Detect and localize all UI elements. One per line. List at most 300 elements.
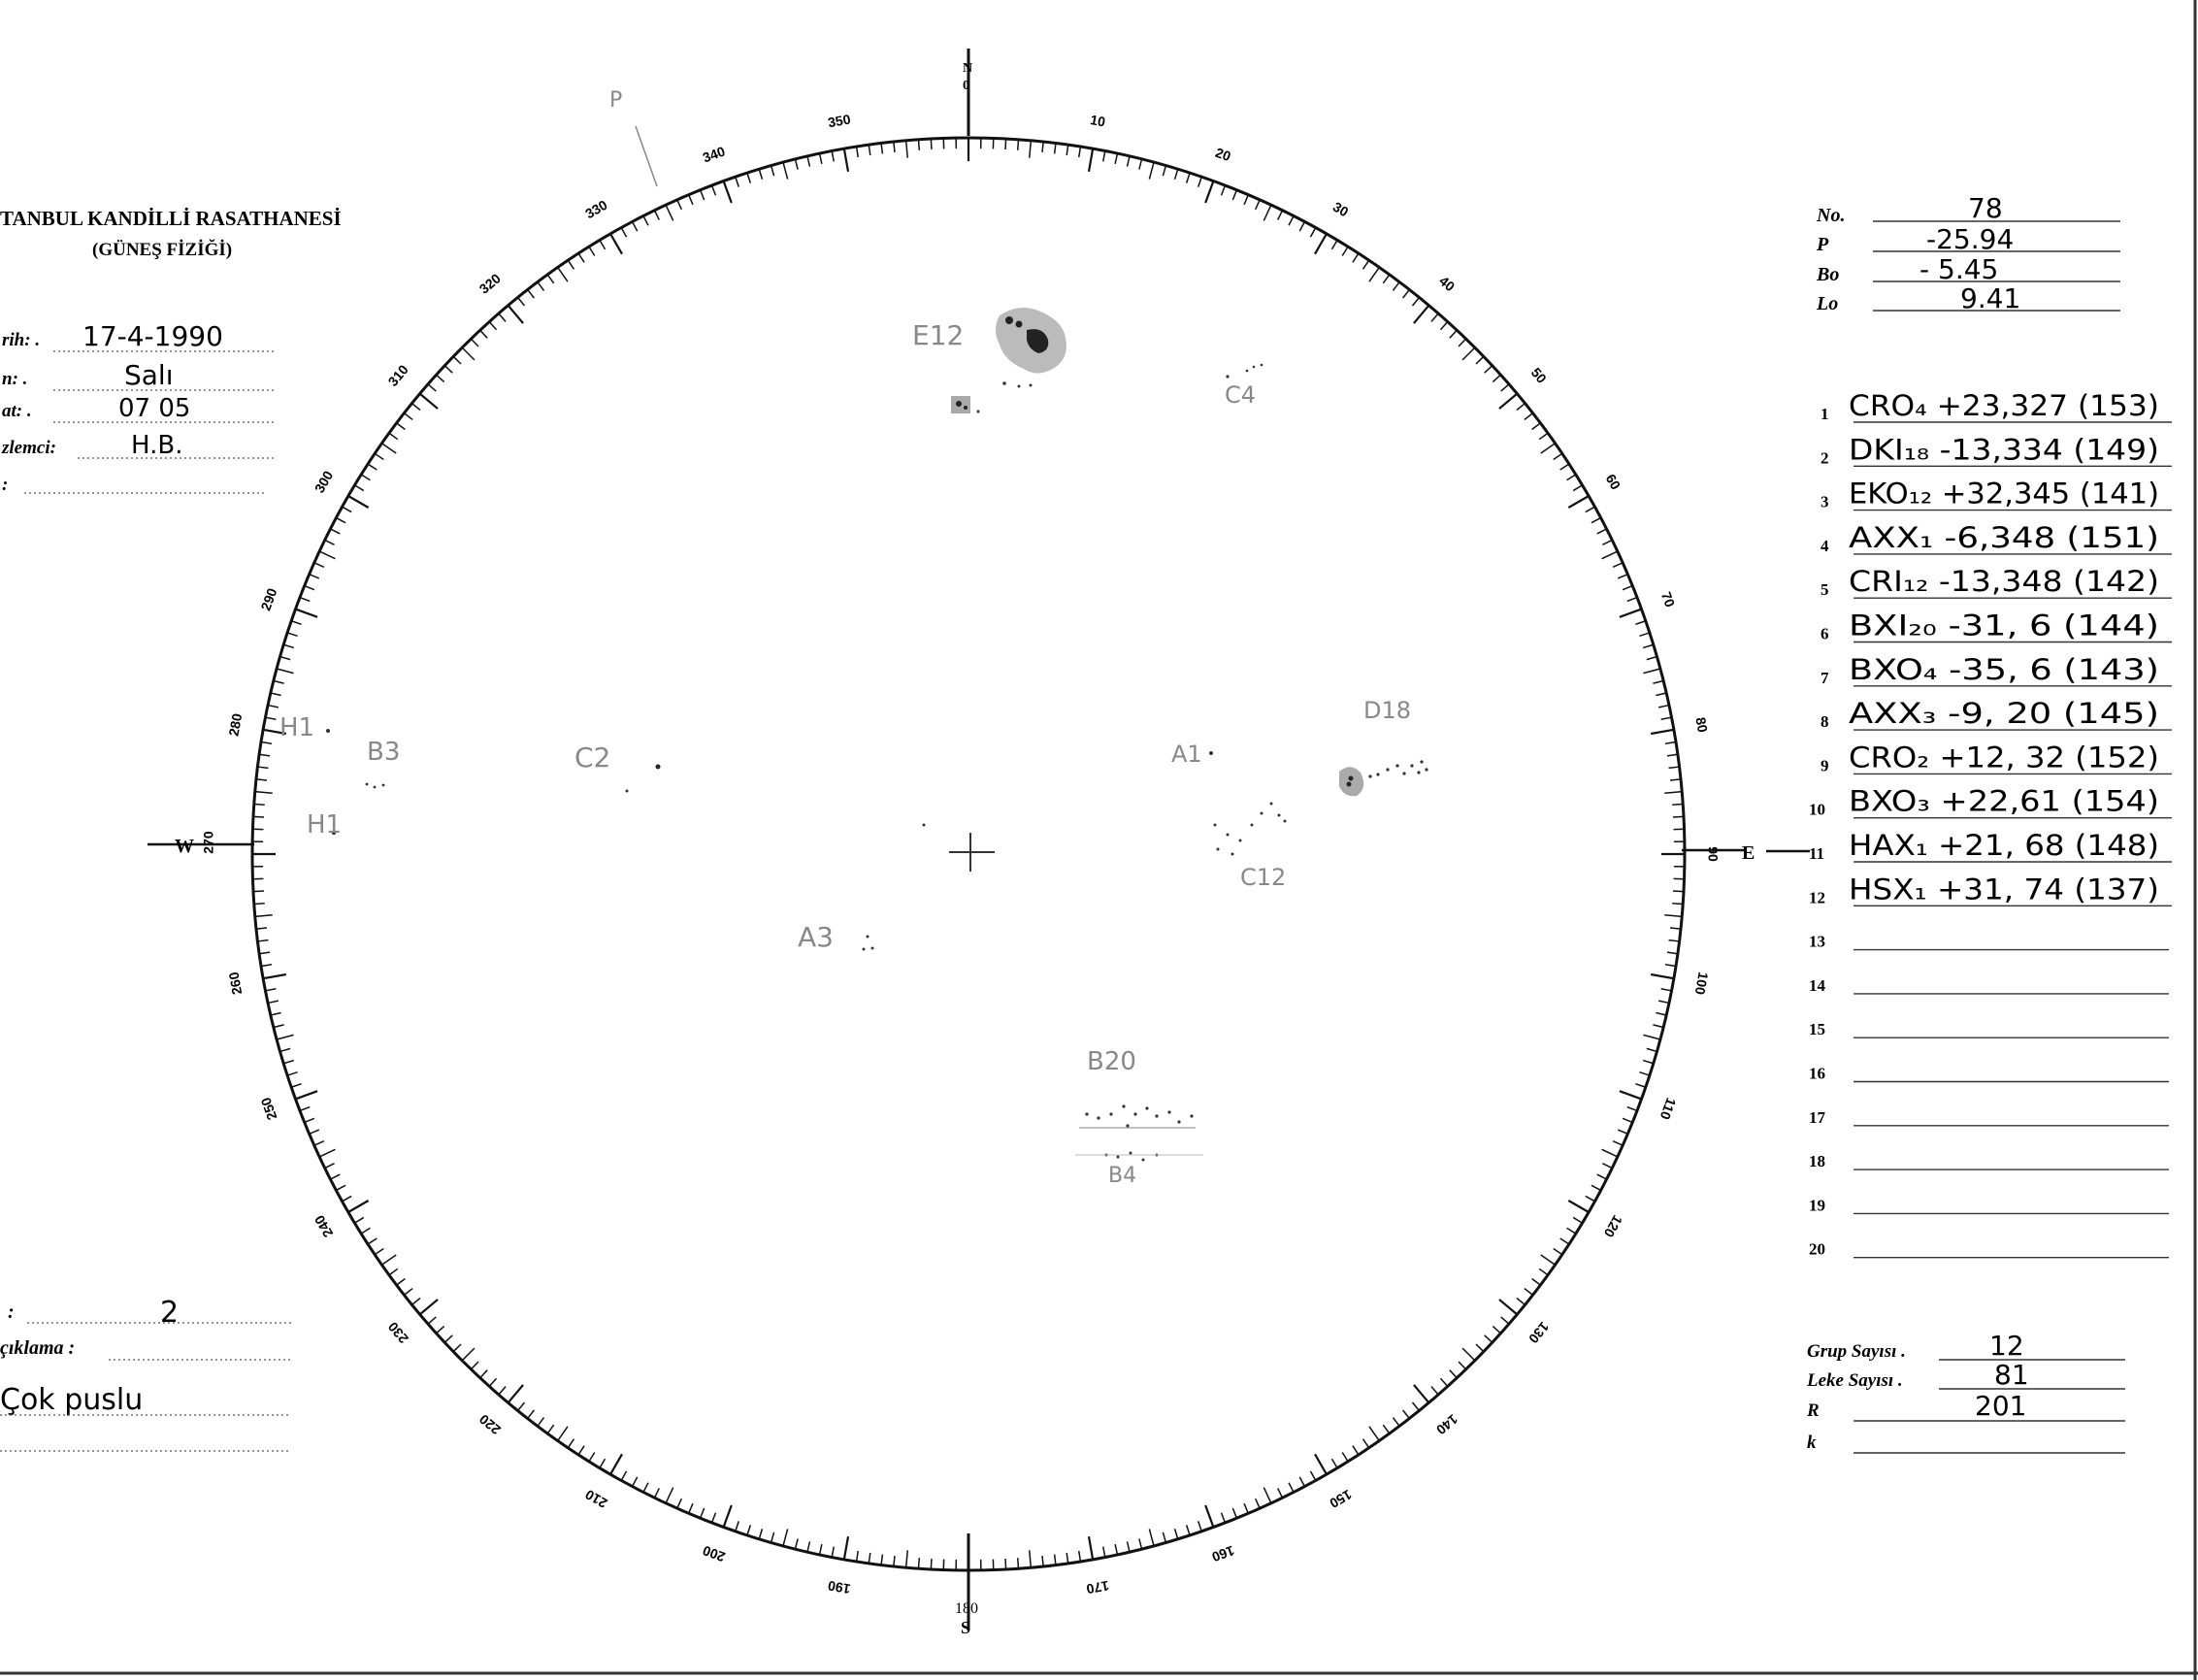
spot-label-c12: C12 [1240, 864, 1287, 891]
degree-tick [330, 529, 340, 534]
left-field-label: : [2, 475, 9, 495]
degree-label: 40 [1436, 273, 1459, 295]
degree-tick [1369, 1427, 1379, 1441]
degree-tick [1383, 275, 1389, 283]
degree-label: 190 [826, 1577, 852, 1598]
degree-tick [600, 1459, 606, 1467]
spot [1214, 824, 1217, 827]
group-row-text: AXX₃ -9, 20 (145) [1849, 697, 2159, 731]
degree-tick [1554, 453, 1562, 459]
degree-tick [633, 221, 638, 231]
degree-tick [666, 1488, 673, 1503]
degree-tick [795, 1538, 798, 1549]
degree-tick [712, 185, 716, 195]
degree-tick [1670, 928, 1681, 929]
degree-tick [1620, 609, 1642, 617]
group-row-text: EKO₁₂ +32,345 (141) [1849, 477, 2159, 511]
degree-tick [499, 1387, 506, 1395]
degree-tick [258, 767, 269, 768]
degree-tick [437, 1326, 444, 1333]
degree-tick [354, 1217, 363, 1223]
degree-tick [1459, 339, 1466, 346]
degree-tick [1310, 228, 1315, 238]
degree-tick [1222, 185, 1226, 195]
degree-tick [354, 485, 363, 491]
group-row-number: 20 [1809, 1239, 1825, 1259]
degree-tick [368, 1238, 377, 1244]
group-row-text: HSX₁ +31, 74 (137) [1849, 873, 2159, 906]
degree-tick [444, 1335, 452, 1343]
degree-tick [621, 228, 626, 238]
group-row-number: 3 [1821, 492, 1829, 511]
degree-tick [558, 267, 568, 281]
degree-tick [1541, 444, 1556, 453]
degree-tick [1315, 234, 1327, 254]
degree-tick [404, 413, 412, 420]
degree-tick [654, 1488, 659, 1498]
degree-tick [274, 1025, 284, 1028]
degree-tick [1363, 1439, 1369, 1448]
degree-tick [1669, 940, 1680, 941]
degree-tick [508, 1385, 523, 1402]
spot [1227, 834, 1230, 837]
degree-tick [1089, 148, 1093, 172]
spot [1246, 370, 1249, 373]
degree-tick [1517, 1299, 1525, 1305]
degree-tick [1310, 1471, 1315, 1481]
degree-tick [1673, 891, 1684, 892]
spot [1239, 840, 1242, 842]
degree-tick [1205, 181, 1213, 204]
pole-label: P [609, 88, 623, 113]
spot [867, 936, 869, 939]
degree-label: 60 [1602, 471, 1624, 493]
degree-tick [881, 144, 882, 154]
spot [1420, 760, 1423, 763]
degree-label: 240 [311, 1212, 337, 1240]
degree-label: 290 [257, 585, 280, 613]
degree-tick [1602, 540, 1612, 544]
degree-tick [259, 952, 270, 954]
spot [871, 947, 874, 950]
degree-tick [1353, 253, 1359, 262]
degree-tick [881, 1555, 882, 1565]
degree-tick [578, 1446, 584, 1455]
degree-tick [1476, 1344, 1484, 1352]
degree-tick [1499, 394, 1517, 409]
degree-tick [1042, 142, 1043, 152]
degree-tick [538, 282, 544, 291]
degree-tick [1018, 1558, 1019, 1568]
degree-label: 170 [1085, 1577, 1111, 1598]
degree-tick [1643, 1035, 1659, 1039]
degree-tick [518, 1402, 525, 1411]
degree-tick [906, 1550, 908, 1567]
no-value: 78 [1968, 192, 2003, 224]
degree-tick [381, 1255, 396, 1265]
degree-tick [1602, 551, 1618, 559]
remarks-label: çıklama : [0, 1337, 76, 1359]
degree-tick [397, 1279, 406, 1286]
spot [326, 729, 330, 733]
degree-tick [283, 1061, 294, 1064]
group-row-number: 8 [1821, 712, 1829, 732]
degree-tick [325, 540, 335, 544]
degree-tick [1573, 485, 1582, 491]
degree-tick [1554, 1249, 1562, 1255]
degree-tick [480, 330, 488, 338]
spot [1278, 814, 1281, 817]
degree-tick [844, 148, 848, 172]
degree-tick [471, 1362, 478, 1369]
north-label: N [963, 61, 973, 76]
group-row-number: 14 [1809, 975, 1825, 995]
degree-tick [589, 247, 595, 255]
degree-tick [277, 1035, 293, 1039]
degree-tick [1440, 322, 1447, 330]
spot-label-b20: B20 [1087, 1047, 1136, 1076]
degree-label-west: 270 [200, 831, 216, 854]
spot [366, 783, 369, 786]
degree-tick [1670, 779, 1681, 780]
degree-label: 50 [1527, 364, 1550, 386]
degree-tick [689, 195, 693, 205]
spot [1261, 364, 1263, 367]
degree-tick [1403, 1410, 1410, 1419]
degree-tick [643, 1483, 648, 1493]
degree-tick [1263, 1488, 1271, 1503]
degree-tick [1363, 260, 1369, 269]
degree-tick [428, 384, 436, 391]
degree-tick [254, 904, 265, 905]
degree-tick [1661, 717, 1672, 719]
degree-tick [1647, 657, 1657, 660]
degree-label: 310 [384, 361, 411, 389]
degree-tick [1635, 621, 1645, 625]
degree-label: 130 [1525, 1319, 1553, 1347]
spot [1209, 751, 1213, 755]
degree-tick [420, 1300, 438, 1314]
group-row-text: AXX₁ -6,348 (151) [1849, 520, 2159, 554]
degree-label: 140 [1433, 1411, 1461, 1438]
degree-tick [1198, 177, 1202, 186]
group-row-number: 15 [1809, 1020, 1825, 1039]
degree-tick [807, 1541, 809, 1552]
group-row-text: CRO₂ +12, 32 (152) [1849, 741, 2159, 774]
degree-tick [1532, 423, 1541, 430]
degree-tick [1163, 1532, 1165, 1543]
p-value: -25.94 [1926, 223, 2015, 255]
degree-tick [832, 1547, 834, 1558]
degree-tick [381, 444, 396, 453]
degree-tick [1278, 211, 1283, 220]
umbra [1005, 316, 1013, 324]
group-row-text: HAX₁ +21, 68 (148) [1849, 829, 2159, 862]
spot [626, 790, 629, 793]
degree-tick [411, 404, 420, 411]
degree-tick [1643, 1061, 1654, 1064]
degree-tick [1602, 1149, 1618, 1157]
degree-tick [1079, 1551, 1081, 1562]
degree-tick [1573, 1217, 1582, 1223]
degree-tick [1289, 1483, 1294, 1493]
degree-tick [1653, 1025, 1663, 1028]
degree-tick [857, 1551, 859, 1562]
degree-tick [1030, 141, 1032, 158]
degree-label: 260 [225, 971, 246, 997]
degree-label: 340 [700, 143, 728, 166]
group-row-text: BXI₂₀ -31, 6 (144) [1849, 609, 2159, 642]
north-zero-label: 0 [963, 79, 969, 93]
bottom-field-value: 2 [160, 1296, 180, 1330]
degree-tick [547, 1425, 553, 1433]
degree-tick [453, 356, 461, 364]
degree-tick [1403, 289, 1410, 298]
degree-tick [759, 169, 762, 180]
degree-tick [1342, 1453, 1348, 1462]
degree-tick [1079, 147, 1081, 157]
degree-tick [1525, 1289, 1533, 1296]
degree-tick [1187, 173, 1190, 182]
group-row-number: 5 [1821, 580, 1829, 600]
degree-tick [1005, 139, 1006, 149]
degree-tick [489, 1378, 496, 1386]
degree-tick [1613, 563, 1623, 567]
degree-tick [437, 375, 444, 381]
degree-label: 330 [582, 196, 610, 222]
degree-tick [1651, 974, 1674, 978]
degree-tick [1115, 153, 1117, 164]
group-row-text: BXO₄ -35, 6 (143) [1849, 652, 2159, 686]
degree-tick [558, 1427, 568, 1441]
group-row-number: 1 [1821, 405, 1829, 423]
degree-tick [1532, 1279, 1541, 1286]
degree-tick [689, 1503, 693, 1513]
degree-tick [1635, 1084, 1645, 1088]
degree-tick [1651, 730, 1674, 734]
spot-count-value: 81 [1994, 1359, 2029, 1391]
remarks-value: Çok puslu [0, 1383, 144, 1417]
degree-tick [1639, 633, 1649, 636]
degree-tick [499, 313, 506, 321]
spot-label-h1-lower: H1 [307, 810, 343, 840]
r-label: R [1807, 1400, 1820, 1421]
spot [1126, 1124, 1129, 1127]
degree-tick [291, 621, 301, 625]
degree-tick [677, 1499, 681, 1508]
spot [374, 786, 377, 789]
degree-tick [1353, 1446, 1359, 1455]
degree-tick [343, 1196, 352, 1201]
east-label: E [1742, 842, 1755, 864]
degree-tick [1620, 1091, 1642, 1099]
degree-tick [724, 1505, 732, 1528]
spot [656, 765, 661, 770]
degree-tick [654, 211, 659, 220]
left-field-label: n: . [2, 369, 28, 389]
spot [863, 948, 866, 951]
degree-tick [1055, 144, 1056, 154]
degree-tick [783, 1529, 788, 1545]
spot [1226, 375, 1229, 378]
degree-label: 300 [311, 468, 337, 496]
degree-tick [1485, 1335, 1493, 1343]
degree-tick [1667, 952, 1678, 954]
degree-label: 160 [1209, 1542, 1237, 1565]
degree-tick [1431, 1387, 1438, 1395]
degree-tick [589, 1453, 595, 1462]
spot-label-d18: D18 [1363, 697, 1412, 724]
department-title: (GÜNEŞ FİZİĞİ) [92, 240, 233, 260]
spot [1117, 1156, 1120, 1159]
penumbra [1339, 767, 1363, 796]
degree-tick [610, 234, 622, 254]
degree-label: 210 [582, 1486, 610, 1512]
spot [1085, 1112, 1088, 1115]
spot [382, 784, 385, 787]
degree-tick [724, 181, 732, 204]
solar-disk [148, 49, 1810, 1637]
spot [1284, 820, 1287, 823]
degree-tick [283, 644, 294, 647]
degree-label: 350 [826, 111, 852, 131]
degree-tick [348, 496, 369, 508]
group-row-number: 4 [1821, 536, 1829, 555]
degree-tick [1597, 1174, 1607, 1179]
degree-tick [508, 306, 523, 323]
spot [1133, 1112, 1136, 1115]
umbra [1016, 321, 1023, 328]
degree-tick [1485, 366, 1493, 374]
degree-tick [287, 1072, 297, 1075]
degree-tick [256, 928, 267, 929]
degree-tick [310, 575, 319, 578]
spot-label-c4: C4 [1225, 381, 1257, 409]
group-row-number: 13 [1809, 932, 1825, 951]
degree-tick [462, 1348, 475, 1361]
degree-tick [894, 142, 895, 152]
r-value: 201 [1975, 1390, 2027, 1422]
sunspot-group-d18 [1339, 760, 1428, 796]
spot [1145, 1106, 1148, 1109]
degree-tick [1643, 644, 1654, 647]
degree-tick [919, 1558, 920, 1568]
right-header-fields [1816, 192, 2120, 314]
degree-label: 100 [1691, 971, 1712, 997]
spot [977, 411, 980, 413]
spot [1177, 1120, 1180, 1123]
degree-tick [1459, 1362, 1466, 1369]
degree-tick [771, 1532, 774, 1543]
spot [1002, 381, 1006, 385]
degree-tick [258, 940, 269, 941]
degree-tick [1618, 1130, 1627, 1134]
degree-tick [1476, 356, 1484, 364]
degree-tick [820, 1544, 822, 1555]
degree-tick [480, 1370, 488, 1378]
degree-tick [1602, 1164, 1612, 1169]
spot-label-c2: C2 [574, 741, 611, 774]
spot [1167, 1110, 1170, 1113]
degree-tick [1591, 518, 1601, 523]
degree-tick [869, 1553, 870, 1564]
degree-tick [1066, 145, 1068, 155]
group-row-text: DKI₁₈ -13,334 (149) [1849, 433, 2159, 467]
south-label: S [961, 1618, 971, 1637]
degree-tick [305, 1118, 314, 1122]
degree-tick [1658, 706, 1669, 708]
degree-tick [1030, 1550, 1032, 1567]
degree-tick [253, 816, 264, 817]
degree-tick [1560, 464, 1569, 470]
degree-tick [736, 177, 739, 186]
degree-tick [869, 145, 870, 155]
degree-tick [1517, 404, 1525, 411]
degree-tick [610, 1454, 622, 1474]
degree-tick [1618, 575, 1627, 578]
degree-tick [1665, 742, 1676, 744]
lo-label: Lo [1817, 293, 1839, 314]
degree-tick [1222, 1513, 1226, 1523]
spot [1253, 366, 1256, 369]
group-count-label: Grup Sayısı . [1807, 1341, 1906, 1362]
left-fields [1, 320, 277, 495]
degree-tick [643, 215, 648, 225]
degree-tick [1568, 496, 1589, 508]
degree-tick [1501, 1317, 1509, 1324]
group-row-number: 18 [1809, 1152, 1825, 1171]
spot-label-e12: E12 [912, 319, 965, 351]
degree-tick [1643, 669, 1659, 674]
degree-label: 10 [1089, 112, 1107, 130]
degree-tick [666, 205, 673, 220]
degree-tick [568, 1439, 574, 1448]
degree-tick [747, 1525, 750, 1534]
spot [1425, 768, 1427, 771]
degree-label: 150 [1327, 1486, 1355, 1512]
bo-label: Bo [1817, 264, 1840, 285]
spot-label-b4: B4 [1108, 1164, 1137, 1188]
degree-tick [296, 609, 318, 617]
spot [1270, 803, 1273, 806]
degree-label: 200 [700, 1542, 728, 1565]
degree-tick [428, 1317, 436, 1324]
spot [1417, 771, 1420, 774]
degree-tick [271, 693, 281, 695]
lo-value: 9.41 [1960, 282, 2021, 314]
degree-tick [1462, 1348, 1475, 1361]
degree-label: 80 [1692, 715, 1711, 734]
degree-tick [300, 1107, 310, 1111]
spot-label-a3: A3 [798, 921, 834, 953]
scattered-spots [326, 361, 1287, 1162]
degree-tick [287, 633, 297, 636]
spot [1155, 1114, 1158, 1117]
degree-tick [1499, 1300, 1517, 1314]
group-row-number: 9 [1821, 756, 1829, 775]
degree-tick [1591, 1185, 1601, 1190]
degree-tick [1256, 1499, 1260, 1508]
degree-tick [1597, 529, 1607, 534]
degree-tick [280, 657, 291, 660]
degree-tick [1018, 140, 1019, 150]
spot [1368, 774, 1371, 777]
degree-tick [1450, 330, 1458, 338]
degree-tick [1673, 816, 1684, 817]
degree-tick [1450, 1370, 1458, 1378]
degree-tick [600, 240, 606, 248]
degree-tick [1394, 1418, 1400, 1427]
